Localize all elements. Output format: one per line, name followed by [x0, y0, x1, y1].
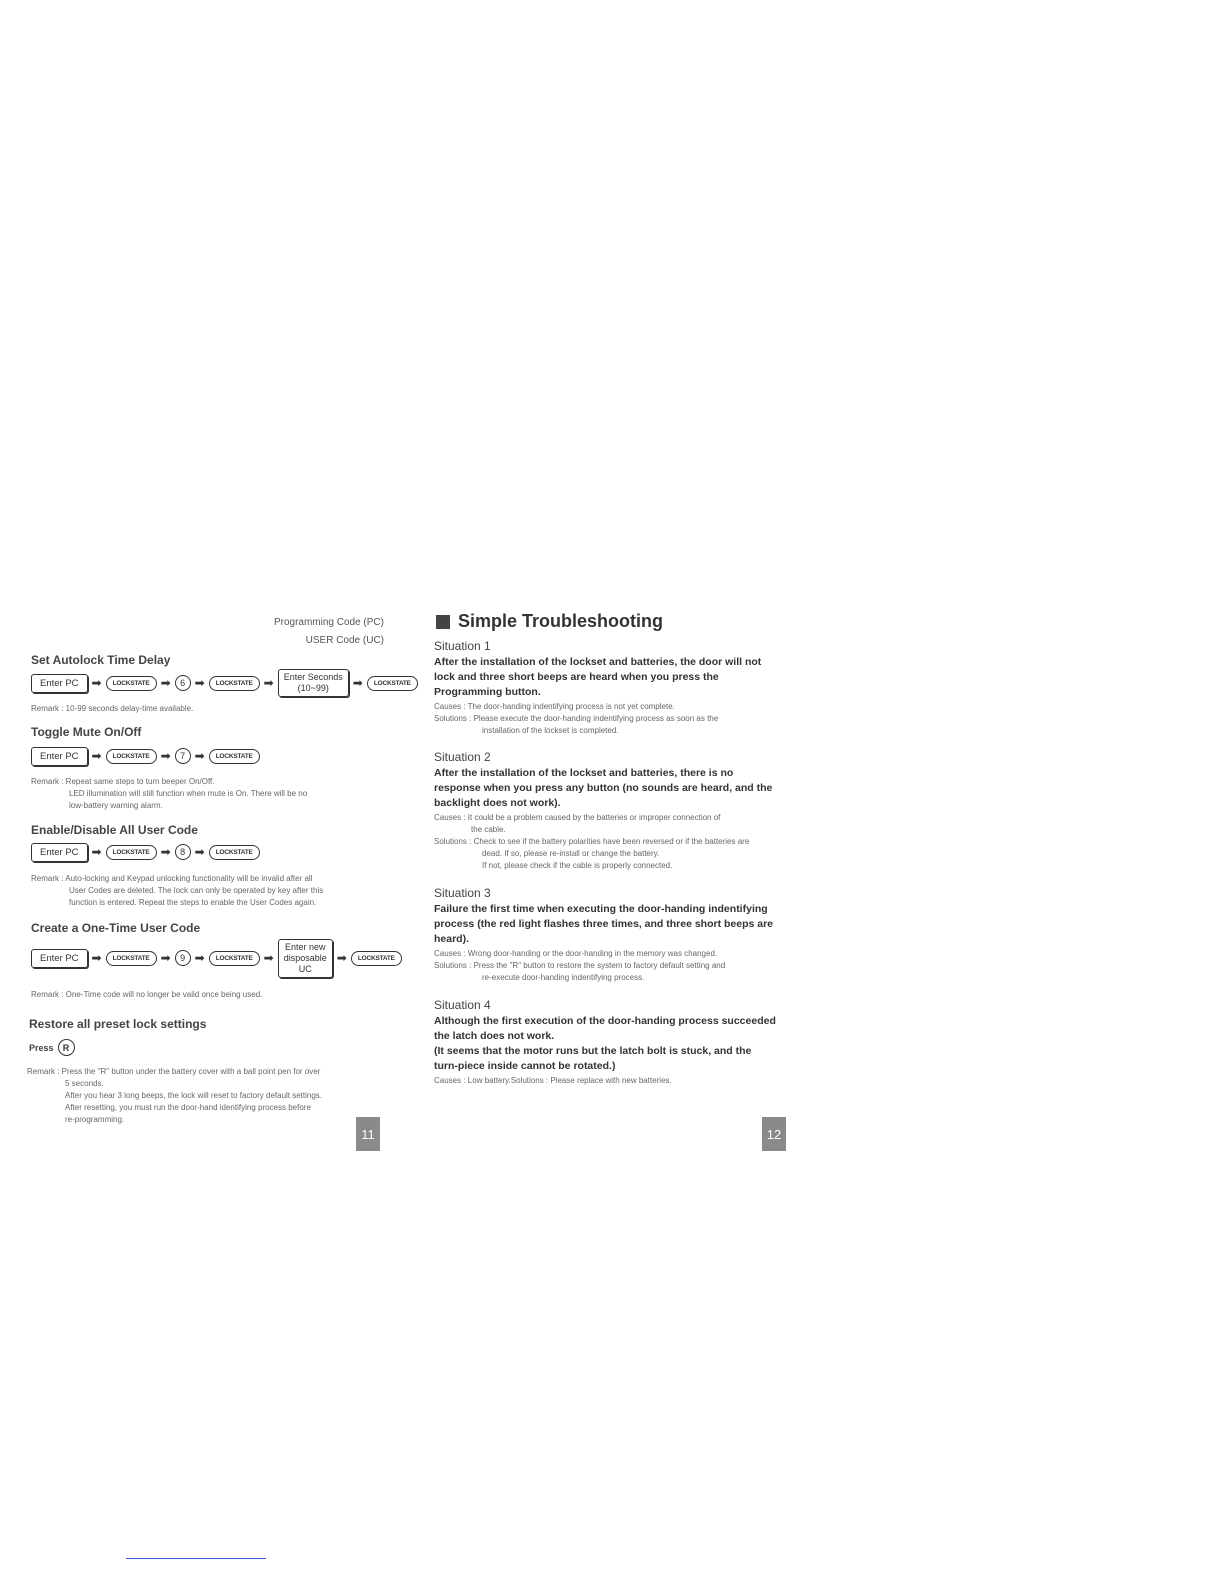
- enter-pc-key: Enter PC: [31, 747, 88, 766]
- cause-line: re-execute door-handing indentifying process.: [482, 973, 645, 982]
- cause-line: Causes : Wrong door-handing or the door-handing in the memory was changed.: [434, 949, 718, 958]
- description-line: the latch does not work.: [434, 1030, 555, 1042]
- description-line: turn-piece inside cannot be rotated.): [434, 1060, 616, 1072]
- usercode-remark-line: function is entered. Repeat the steps to enable the User Codes again.: [69, 898, 317, 907]
- troubleshooting-title: [436, 611, 663, 632]
- mute-heading: Toggle Mute On/Off: [31, 725, 142, 739]
- arrow-icon: ➡: [160, 749, 171, 763]
- situation-3: [434, 886, 804, 984]
- arrow-icon: ➡: [91, 749, 102, 763]
- cause-line: installation of the lockset is completed.: [482, 726, 619, 735]
- situation-4: [434, 998, 804, 1087]
- lockstate-key: LOCKSTATE: [351, 951, 402, 966]
- description-line: lock and three short beeps are heard when you press the: [434, 671, 719, 683]
- page-number-12: 12: [762, 1117, 786, 1151]
- arrow-icon: ➡: [194, 951, 205, 965]
- autolock-heading: Set Autolock Time Delay: [31, 653, 171, 667]
- restore-remark-line: After you hear 3 long beeps, the lock will reset to factory default settings.: [65, 1091, 323, 1100]
- cause-line: Causes : The door-handing indentifying process is not yet complete.: [434, 702, 675, 711]
- lockstate-key: LOCKSTATE: [106, 951, 157, 966]
- page-title: Simple Troubleshooting: [458, 611, 664, 631]
- digit-key: 6: [175, 675, 191, 691]
- situation-description: [434, 766, 804, 811]
- situation-heading: Situation 3: [434, 886, 491, 900]
- situation-causes: [434, 812, 804, 872]
- autolock-remark: Remark : 10-99 seconds delay-time available.: [31, 704, 194, 713]
- arrow-icon: ➡: [336, 951, 347, 965]
- page-number-11: 11: [356, 1117, 380, 1151]
- cause-line: Solutions : Check to see if the battery polarities have been reversed or if the batteries are: [434, 837, 750, 846]
- description-line: Although the first execution of the door-handing process succeeded: [434, 1015, 776, 1027]
- legend-uc: USER Code (UC): [305, 635, 384, 646]
- situation-heading: Situation 4: [434, 998, 491, 1012]
- cause-line: Causes : It could be a problem caused by the batteries or improper connection of: [434, 813, 721, 822]
- enter-seconds-label: Enter Seconds: [283, 672, 343, 682]
- restore-press: [29, 1039, 75, 1056]
- arrow-icon: ➡: [160, 676, 171, 690]
- press-label: Press: [29, 1042, 54, 1053]
- lockstate-key: LOCKSTATE: [106, 676, 157, 691]
- situation-1: [434, 639, 804, 737]
- cause-line: Solutions : Please execute the door-handing indentifying process as soon as the: [434, 714, 719, 723]
- arrow-icon: ➡: [352, 676, 363, 690]
- situation-description: [434, 902, 804, 947]
- description-line: process (the red light flashes three times, and three short beeps are: [434, 918, 774, 930]
- r-button-icon: R: [58, 1039, 75, 1056]
- mute-remark: [31, 776, 371, 812]
- enter-pc-key: Enter PC: [31, 949, 88, 968]
- usercode-remark-line: Remark : Auto-locking and Keypad unlocking functionality will be invalid after all: [31, 874, 313, 883]
- enter-seconds-box: [278, 669, 349, 697]
- cause-line: If not, please check if the cable is properly connected.: [482, 861, 673, 870]
- situation-description: [434, 655, 804, 700]
- usercode-heading: Enable/Disable All User Code: [31, 823, 198, 837]
- autolock-flow: [31, 670, 418, 696]
- situation-causes: [434, 1075, 804, 1087]
- bottom-rule: [126, 1558, 266, 1559]
- restore-remark-line: re-programming.: [65, 1115, 125, 1124]
- lockstate-key: LOCKSTATE: [209, 845, 260, 860]
- onetime-remark: Remark : One-Time code will no longer be valid once being used.: [31, 990, 263, 999]
- cause-line: the cable.: [471, 825, 506, 834]
- onetime-flow: [31, 941, 402, 974]
- lockstate-key: LOCKSTATE: [209, 951, 260, 966]
- arrow-icon: ➡: [194, 676, 205, 690]
- square-bullet-icon: [436, 615, 450, 629]
- arrow-icon: ➡: [91, 676, 102, 690]
- description-line: (It seems that the motor runs but the latch bolt is stuck, and the: [434, 1045, 752, 1057]
- situation-causes: [434, 701, 804, 737]
- description-line: response when you press any button (no sounds are heard, and the: [434, 782, 773, 794]
- lockstate-key: LOCKSTATE: [106, 749, 157, 764]
- arrow-icon: ➡: [194, 845, 205, 859]
- arrow-icon: ➡: [91, 951, 102, 965]
- mute-remark-line: Remark : Repeat same steps to turn beeper On/Off.: [31, 777, 215, 786]
- situation-heading: Situation 1: [434, 639, 491, 653]
- cause-line: Solutions : Press the "R" button to restore the system to factory default setting and: [434, 961, 726, 970]
- restore-remark-line: Remark : Press the "R" button under the battery cover with a ball point pen for over: [27, 1067, 321, 1076]
- description-line: Failure the first time when executing the door-handing indentifying: [434, 903, 768, 915]
- situation-description: [434, 1014, 804, 1074]
- new-uc-box: [278, 939, 333, 978]
- cause-line: Causes : Low battery.Solutions : Please replace with new batteries.: [434, 1076, 672, 1085]
- arrow-icon: ➡: [160, 951, 171, 965]
- arrow-icon: ➡: [194, 749, 205, 763]
- restore-remark-line: After resetting, you must run the door-hand identifying process before: [65, 1103, 311, 1112]
- digit-key: 7: [175, 748, 191, 764]
- situation-heading: Situation 2: [434, 750, 491, 764]
- situation-causes: [434, 948, 804, 984]
- description-line: After the installation of the lockset and batteries, there is no: [434, 767, 734, 779]
- lockstate-key: LOCKSTATE: [106, 845, 157, 860]
- restore-heading: Restore all preset lock settings: [29, 1017, 207, 1031]
- mute-remark-line: LED illumination will still function when mute is On. There will be no: [69, 789, 308, 798]
- new-uc-label: disposable: [283, 952, 327, 963]
- description-line: After the installation of the lockset and batteries, the door will not: [434, 656, 762, 668]
- description-line: Programming button.: [434, 686, 541, 698]
- lockstate-key: LOCKSTATE: [209, 749, 260, 764]
- restore-remark-line: 5 seconds.: [65, 1079, 104, 1088]
- usercode-flow: [31, 839, 260, 865]
- restore-remark: [27, 1066, 372, 1126]
- new-uc-label: UC: [298, 963, 312, 974]
- digit-key: 9: [175, 950, 191, 966]
- description-line: heard).: [434, 933, 470, 945]
- usercode-remark: [31, 873, 371, 909]
- lockstate-key: LOCKSTATE: [209, 676, 260, 691]
- digit-key: 8: [175, 844, 191, 860]
- cause-line: dead. If so, please re-install or change the battery.: [482, 849, 660, 858]
- mute-remark-line: low-battery warning alarm.: [69, 801, 163, 810]
- enter-pc-key: Enter PC: [31, 843, 88, 862]
- lockstate-key: LOCKSTATE: [367, 676, 418, 691]
- seconds-range-label: (10~99): [297, 683, 329, 693]
- new-uc-label: Enter new: [284, 941, 326, 952]
- description-line: backlight does not work).: [434, 797, 561, 809]
- arrow-icon: ➡: [263, 676, 274, 690]
- arrow-icon: ➡: [91, 845, 102, 859]
- enter-pc-key: Enter PC: [31, 674, 88, 693]
- legend-pc: Programming Code (PC): [273, 617, 384, 628]
- usercode-remark-line: User Codes are deleted. The lock can only be operated by key after this: [69, 886, 324, 895]
- arrow-icon: ➡: [263, 951, 274, 965]
- onetime-heading: Create a One-Time User Code: [31, 921, 201, 935]
- arrow-icon: ➡: [160, 845, 171, 859]
- situation-2: [434, 750, 804, 872]
- mute-flow: [31, 743, 260, 769]
